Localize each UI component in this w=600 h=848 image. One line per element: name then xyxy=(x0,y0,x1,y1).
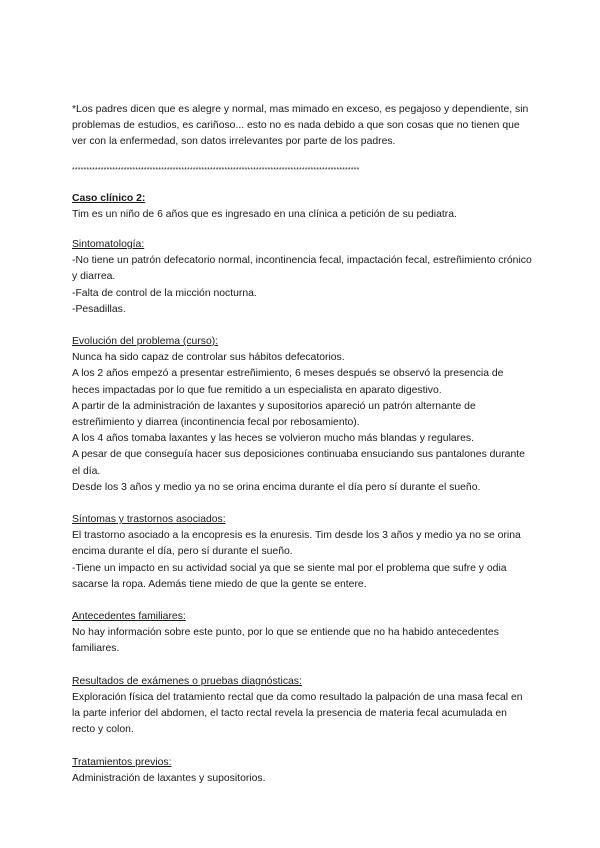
intro-note: *Los padres dicen que es alegre y normal, mas mimado en exceso, es pegajoso y dependiente, sin problemas de estudios, es cariñoso... esto no es nada debido a que son cosas que no tienen que ver con la enfermedad, son datos irrelevantes por parte de los padres. xyxy=(72,104,529,148)
section-heading: Evolución del problema (curso): xyxy=(72,336,219,348)
case-title: Caso clínico 2: xyxy=(72,192,146,204)
case-intro: Tim es un niño de 6 años que es ingresado en una clínica a petición de su pediatra. xyxy=(72,208,457,220)
section-body: No hay información sobre este punto, por lo que se entiende que no ha habido antecedentes familiares. xyxy=(72,627,499,655)
section-sintomas-asociados xyxy=(72,512,532,593)
section-body: El trastorno asociado a la encopresis es la enuresis. Tim desde los 3 años y medio ya no se orina encima durante el día, pero sí durante el sueño. -Tiene un impacto en su actividad social ya que se siente mal por el problema que sufre y odia sacarse la ropa. Además tiene miedo de que la gente se entere. xyxy=(72,530,521,590)
section-resultados xyxy=(72,674,532,739)
section-evolucion xyxy=(72,334,532,496)
document-content xyxy=(72,102,532,787)
section-body: Exploración física del tratamiento rectal que da como resultado la palpación de una masa fecal en la parte inferior del abdomen, el tacto rectal revela la presencia de materia fecal acumulada en recto y colon. xyxy=(72,691,523,736)
section-body: Administración de laxantes y supositorios. xyxy=(72,772,266,784)
separator-line: **************************************************************************************************** xyxy=(72,166,360,174)
section-heading: Sintomatología: xyxy=(72,239,145,251)
section-body: Nunca ha sido capaz de controlar sus hábitos defecatorios. A los 2 años empezó a presentar estreñimiento, 6 meses después se observó la presencia de heces impactadas por lo que fue remitido a un especialista en aparato digestivo. A partir de la administración de laxantes y supositorios apareció un patrón alternante de estreñimiento y diarrea (incontinencia fecal por rebosamiento). A los 4 años tomaba laxantes y las heces se volvieron mucho más blandas y regulares. A pesar de que conseguía hacer sus deposiciones continuaba ensuciando sus pantalones durante el día. Desde los 3 años y medio ya no se orina encima durante el día pero sí durante el sueño. xyxy=(72,352,525,493)
section-heading: Resultados de exámenes o pruebas diagnósticas: xyxy=(72,675,302,687)
section-sintomatologia xyxy=(72,237,532,318)
section-antecedentes xyxy=(72,609,532,658)
section-body: -No tiene un patrón defecatorio normal, incontinencia fecal, impactación fecal, estreñimiento crónico y diarrea. -Falta de control de la micción nocturna. -Pesadillas. xyxy=(72,255,532,315)
section-tratamientos xyxy=(72,755,532,787)
section-heading: Síntomas y trastornos asociados: xyxy=(72,514,226,526)
section-heading: Antecedentes familiares: xyxy=(72,611,186,623)
section-heading: Tratamientos previos: xyxy=(72,756,172,768)
